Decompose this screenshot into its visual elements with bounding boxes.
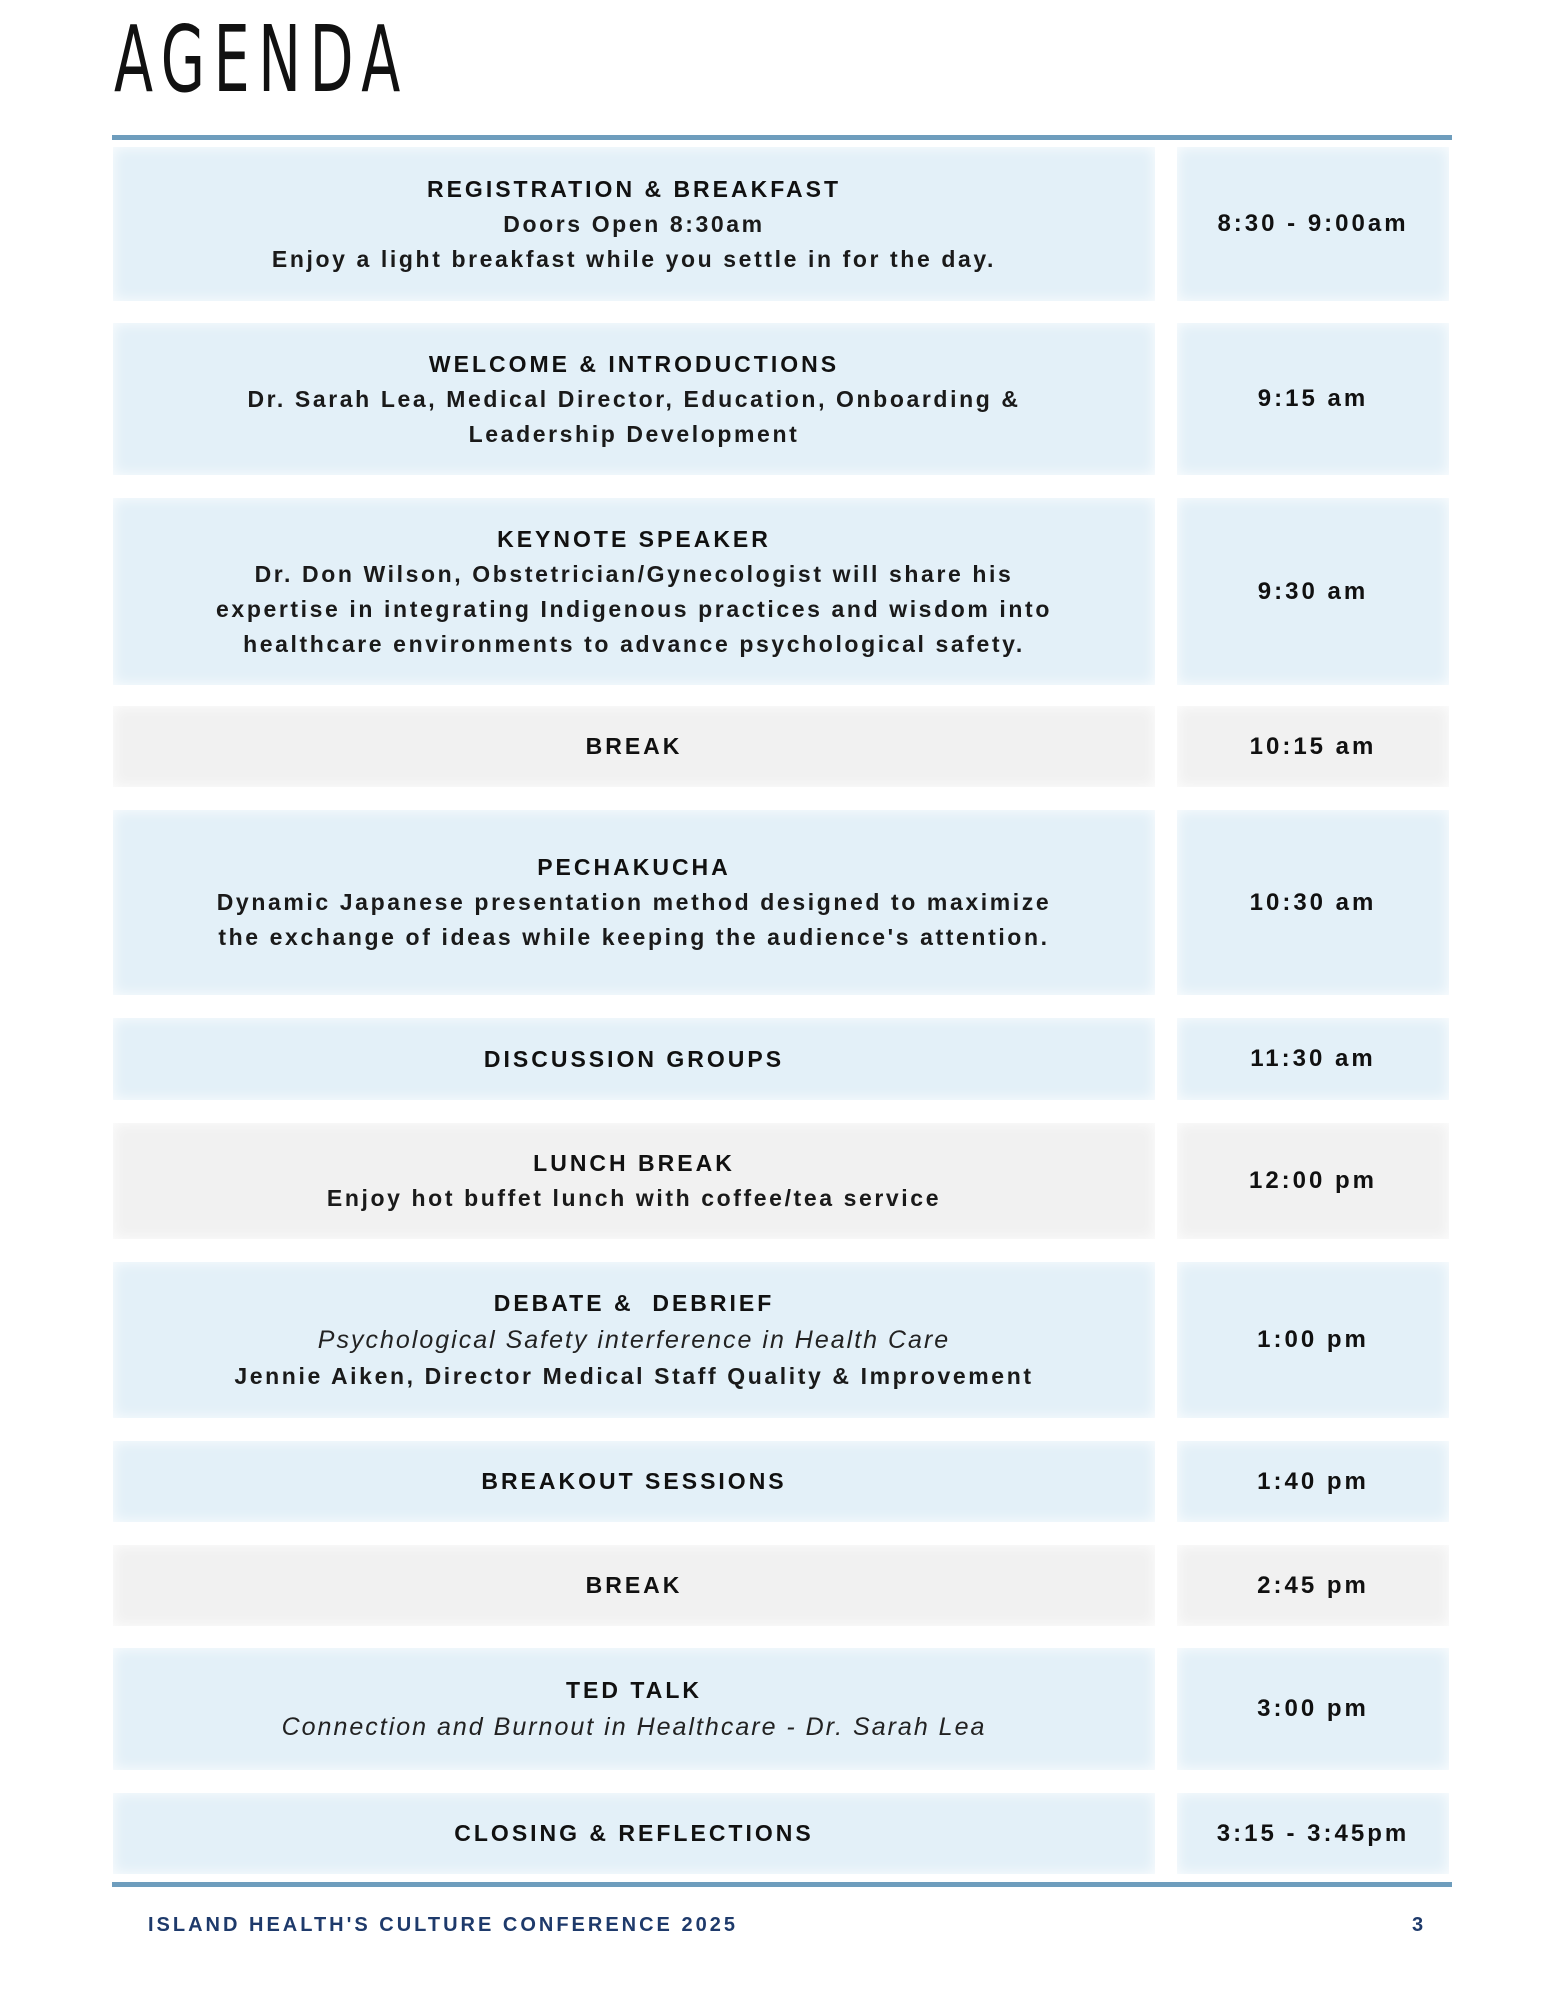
agenda-heading: DISCUSSION GROUPS: [483, 1045, 785, 1072]
agenda-heading: KEYNOTE SPEAKER: [497, 525, 771, 552]
page-title: AGENDA: [114, 6, 409, 113]
agenda-row: [113, 1648, 1449, 1770]
agenda-heading: LUNCH BREAK: [533, 1150, 735, 1176]
agenda-time: 11:30 am: [1250, 1045, 1376, 1072]
agenda-description: [113, 1018, 1155, 1100]
agenda-detail: Doors Open 8:30am: [503, 210, 765, 237]
agenda-heading: BREAKOUT SESSIONS: [481, 1468, 787, 1494]
agenda-detail: Enjoy a light breakfast while you settle in for the day.: [271, 245, 997, 272]
agenda-time: 10:15 am: [1249, 732, 1377, 760]
agenda-description: [113, 1262, 1155, 1418]
agenda-detail: Leadership Development: [468, 420, 800, 447]
agenda-row: [113, 323, 1449, 475]
agenda-time: 10:30 am: [1249, 888, 1377, 916]
agenda-time: 3:15 - 3:45pm: [1216, 1819, 1410, 1847]
agenda-description: [113, 1441, 1155, 1522]
agenda-row: [113, 810, 1449, 995]
agenda-detail: Dr. Sarah Lea, Medical Director, Education, Onboarding &: [247, 385, 1021, 412]
page-number: 3: [1412, 1914, 1424, 1936]
agenda-heading: CLOSING & REFLECTIONS: [454, 1820, 814, 1846]
agenda-description: [113, 1793, 1155, 1874]
top-divider: [112, 135, 1452, 140]
agenda-row: [113, 1545, 1449, 1626]
agenda-time: 12:00 pm: [1248, 1167, 1378, 1194]
footer-title: ISLAND HEALTH'S CULTURE CONFERENCE 2025: [148, 1914, 738, 1936]
agenda-row: [113, 147, 1449, 301]
agenda-row: [113, 1123, 1449, 1239]
agenda-time: 9:15 am: [1257, 385, 1369, 412]
agenda-subtitle: Psychological Safety interference in Health Care: [317, 1326, 951, 1354]
agenda-time: 1:40 pm: [1257, 1467, 1369, 1495]
agenda-heading: PECHAKUCHA: [537, 854, 731, 880]
agenda-description: [113, 810, 1155, 995]
agenda-heading: REGISTRATION & BREAKFAST: [426, 175, 842, 202]
agenda-detail: healthcare environments to advance psychological safety.: [243, 630, 1025, 657]
agenda-description: [113, 1123, 1155, 1239]
agenda-row: [113, 1793, 1449, 1874]
agenda-row: [113, 1262, 1449, 1418]
agenda-heading: WELCOME & INTRODUCTIONS: [428, 350, 840, 377]
agenda-description: [113, 147, 1155, 301]
agenda-detail: Dr. Don Wilson, Obstetrician/Gynecologist will share his: [254, 560, 1014, 587]
agenda-description: [113, 1648, 1155, 1770]
agenda-detail: expertise in integrating Indigenous practices and wisdom into: [216, 595, 1052, 622]
agenda-time: 1:00 pm: [1257, 1326, 1369, 1353]
agenda-detail: Dynamic Japanese presentation method designed to maximize: [216, 889, 1052, 915]
agenda-row: [113, 1018, 1449, 1100]
agenda-time: 8:30 - 9:00am: [1217, 210, 1409, 237]
agenda-description: [113, 1545, 1155, 1626]
agenda-time: 3:00 pm: [1257, 1695, 1369, 1722]
agenda-heading: BREAK: [585, 1572, 683, 1598]
agenda-description: [113, 323, 1155, 475]
bottom-divider: [112, 1882, 1452, 1887]
agenda-detail: Enjoy hot buffet lunch with coffee/tea service: [326, 1185, 942, 1211]
agenda-subtitle: Connection and Burnout in Healthcare - Dr. Sarah Lea: [281, 1712, 987, 1741]
agenda-time: 2:45 pm: [1257, 1571, 1369, 1599]
agenda-heading: BREAK: [585, 733, 683, 759]
agenda-row: [113, 1441, 1449, 1522]
agenda-detail: the exchange of ideas while keeping the audience's attention.: [218, 924, 1050, 950]
agenda-description: [113, 706, 1155, 787]
agenda-row: [113, 498, 1449, 685]
agenda-detail: Jennie Aiken, Director Medical Staff Quality & Improvement: [234, 1363, 1034, 1389]
agenda-description: [113, 498, 1155, 685]
agenda-heading: DEBATE & DEBRIEF: [493, 1290, 775, 1316]
agenda-heading: TED TALK: [565, 1676, 702, 1703]
agenda-row: [113, 706, 1449, 787]
agenda-time: 9:30 am: [1257, 577, 1369, 605]
